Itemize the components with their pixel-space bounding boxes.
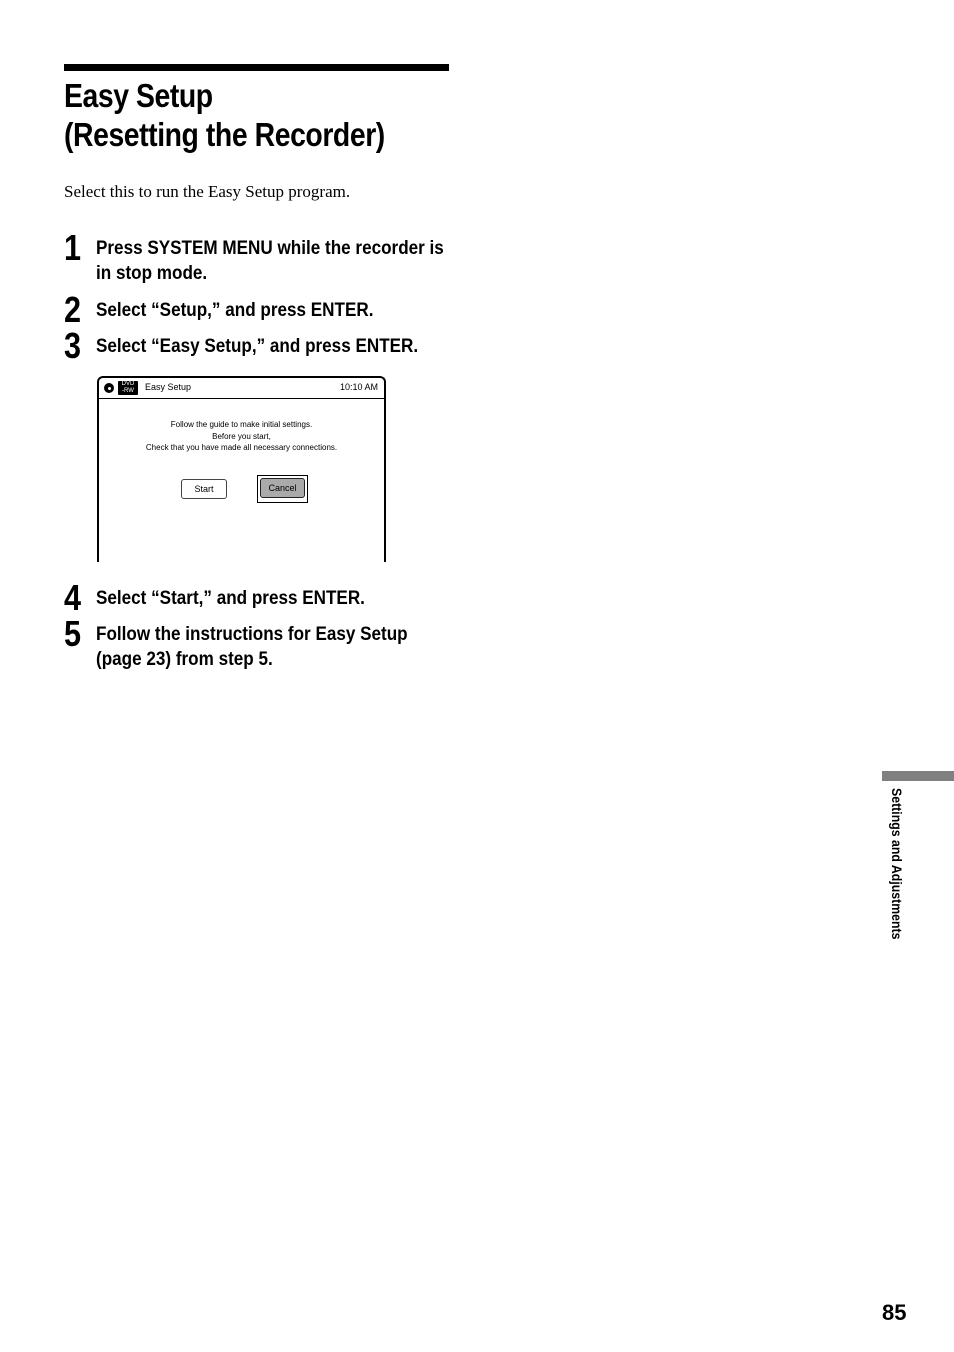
page-title-line-2: (Resetting the Recorder) [64, 116, 385, 153]
step-number: 4 [64, 577, 82, 618]
step-number: 3 [64, 325, 82, 366]
section-tab-label [889, 788, 905, 960]
page-number: 85 [882, 1300, 907, 1325]
page-title-line-1: Easy Setup [64, 77, 213, 114]
intro-text: Select this to run the Easy Setup program. [64, 182, 351, 201]
message-line: Check that you have made all necessary connections. [145, 443, 338, 452]
section-tab-bar [882, 771, 954, 781]
message-line: Follow the guide to make initial settings. [170, 420, 313, 429]
screen-title: Easy Setup [145, 382, 192, 392]
disc-icon [104, 383, 114, 393]
step-text: Select “Setup,” and press ENTER. [96, 300, 374, 321]
screen-header [99, 378, 384, 399]
screen-message [99, 419, 384, 454]
message-line: Before you start, [212, 431, 271, 441]
step-number: 5 [64, 613, 82, 654]
cancel-button[interactable]: Cancel [260, 478, 305, 498]
step-text: Press SYSTEM MENU while the recorder is in stop mode. [96, 238, 444, 284]
step-number: 1 [64, 227, 82, 268]
step-text: Select “Easy Setup,” and press ENTER. [96, 336, 419, 357]
step-text: Select “Start,” and press ENTER. [96, 588, 365, 609]
dvd-badge-line-1: DVD [121, 381, 135, 387]
start-button[interactable]: Start [181, 479, 227, 499]
step-text: Follow the instructions for Easy Setup (page 23) from step 5. [96, 624, 408, 670]
clock: 10:10 AM [339, 382, 378, 392]
dvd-badge-line-2: -RW [122, 388, 134, 394]
page-title [64, 76, 425, 154]
easy-setup-screen [97, 376, 386, 562]
step-number: 2 [64, 289, 82, 330]
title-rule [64, 64, 449, 71]
dvd-rw-icon [118, 381, 138, 395]
section-tab-text: Settings and Adjustments [889, 788, 905, 940]
